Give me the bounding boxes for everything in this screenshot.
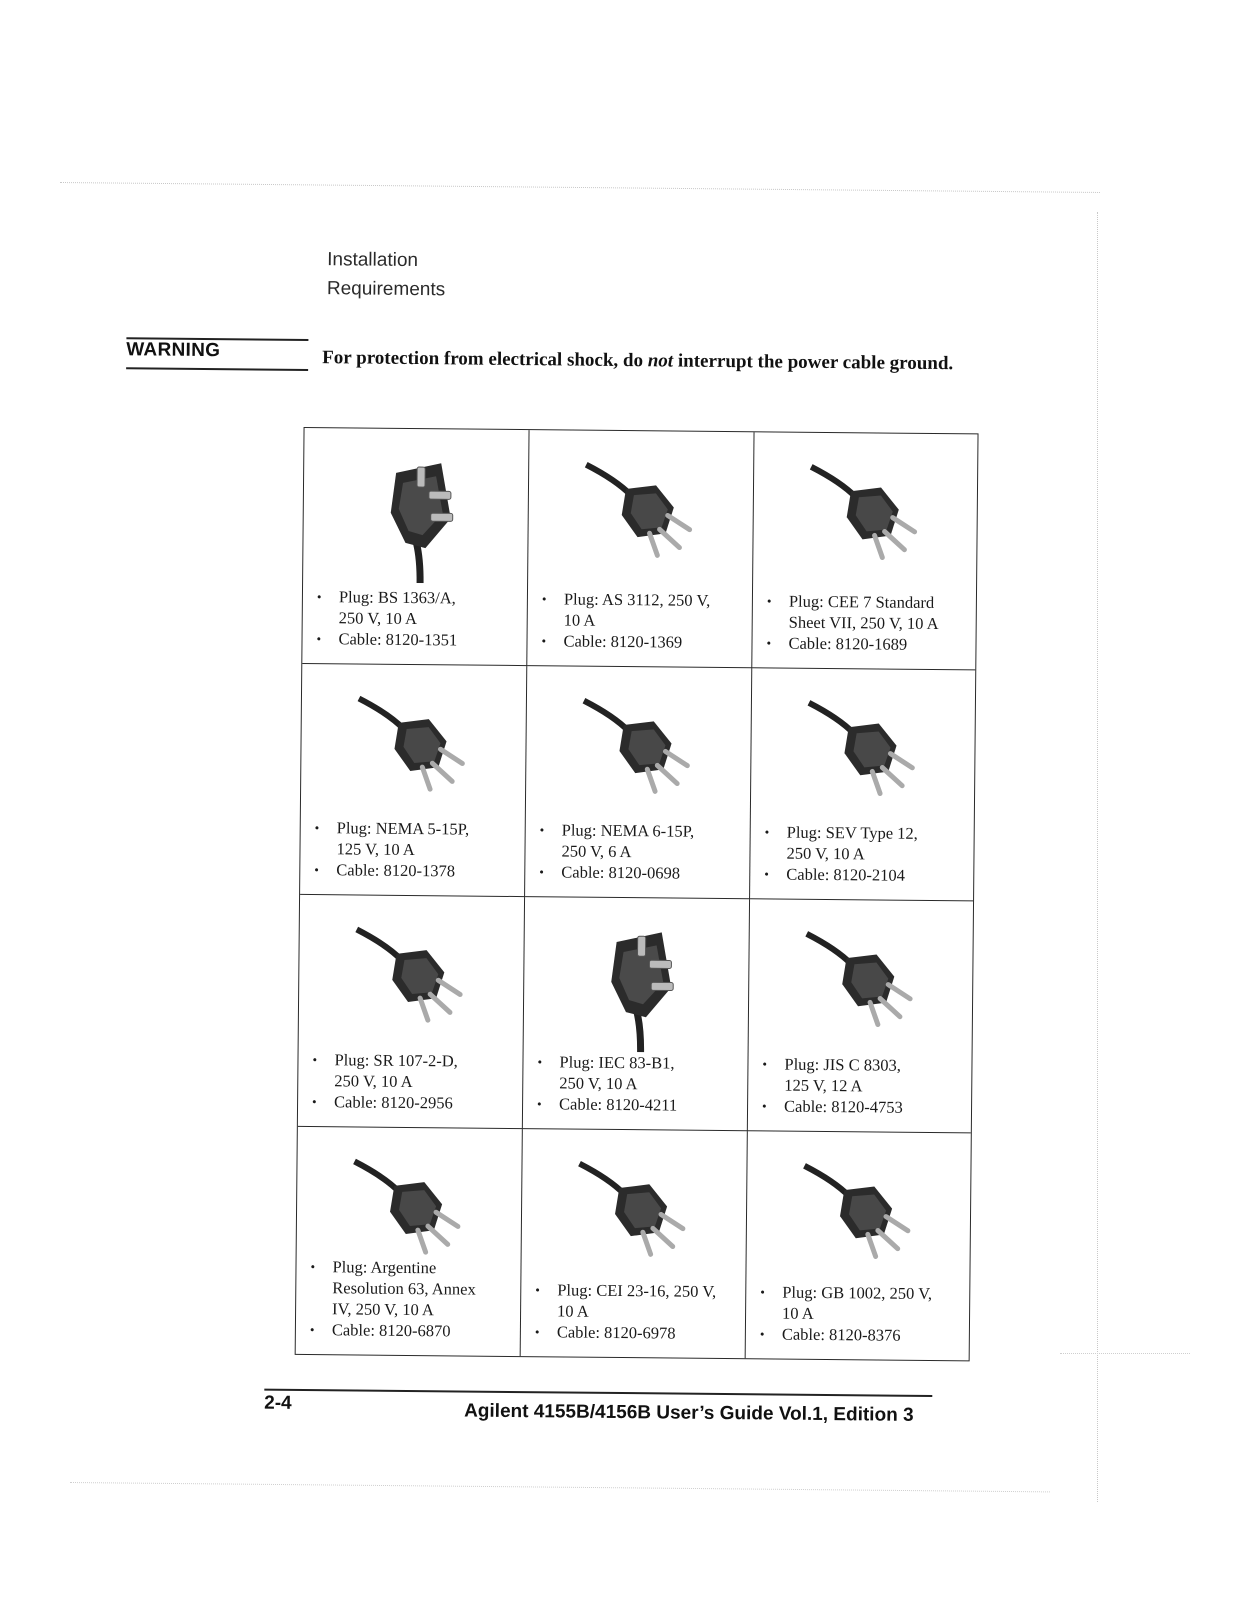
warning-label: WARNING: [126, 339, 221, 362]
cable-part-number: [535, 630, 743, 653]
cable-part-text: Cable: 8120-6870: [331, 1320, 451, 1341]
plug-caption: [308, 817, 517, 882]
plug-spec: [531, 1051, 739, 1074]
plug-spec-line: Plug: CEE 7 Standard: [788, 591, 935, 613]
cable-part-text: Cable: 8120-1369: [563, 631, 683, 652]
plug-spec-cont: IV, 250 V, 10 A: [332, 1299, 434, 1320]
plug-spec-line: Plug: BS 1363/A,: [338, 587, 456, 608]
plug-cell: [523, 897, 750, 1131]
plug-spec: [534, 819, 742, 842]
plug-spec-line: Plug: GB 1002, 250 V,: [782, 1282, 933, 1304]
cable-part-number: [531, 1093, 739, 1116]
plug-caption: [306, 1049, 515, 1114]
warning-rule-bottom: [126, 367, 308, 371]
warning-emphasis: not: [647, 350, 674, 372]
plug-spec-cont: 125 V, 10 A: [336, 839, 415, 860]
plug-spec-cont: 250 V, 10 A: [786, 843, 865, 864]
cable-part-number: [754, 1323, 961, 1346]
plug-cell: [527, 430, 754, 668]
cable-part-text: Cable: 8120-0698: [561, 862, 681, 883]
plug-spec: [756, 1053, 963, 1076]
plug-spec-cont: 250 V, 6 A: [561, 841, 632, 862]
plug-spec-cont: 250 V, 10 A: [334, 1071, 413, 1092]
plug-spec-line: Plug: NEMA 6-15P,: [561, 820, 695, 841]
plug-caption: [756, 1053, 964, 1118]
warning-text-part: interrupt the power cable ground.: [673, 350, 954, 375]
plug-caption: [533, 819, 742, 884]
cable-part-text: Cable: 8120-1351: [338, 629, 458, 650]
cable-part-text: Cable: 8120-2104: [786, 864, 906, 885]
guide-title: Agilent 4155B/4156B User’s Guide Vol.1, Edition 3: [464, 1400, 914, 1426]
cable-part-text: Cable: 8120-2956: [333, 1092, 453, 1113]
plug-spec-cont: Resolution 63, Annex: [332, 1278, 476, 1299]
plug-cell: [296, 1127, 523, 1356]
cable-part-text: Cable: 8120-1689: [788, 633, 908, 654]
plug-spec-cont: 10 A: [563, 610, 596, 630]
plug-spec-cont: Sheet VII, 250 V, 10 A: [788, 612, 939, 634]
plug-cell: [302, 428, 529, 666]
cable-part-number: [306, 1091, 514, 1114]
plug-spec-cont: 250 V, 10 A: [559, 1073, 638, 1094]
running-header: [327, 245, 446, 304]
plug-spec: [309, 817, 517, 840]
plug-cell: [752, 432, 977, 670]
footer-rule: [264, 1389, 932, 1397]
cable-part-text: Cable: 8120-1378: [336, 860, 456, 881]
plug-spec: [304, 1256, 512, 1279]
plug-cell: [525, 666, 752, 899]
cable-part-text: Cable: 8120-4211: [558, 1094, 678, 1115]
power-plug-table: [295, 427, 979, 1361]
plug-spec-cont: 250 V, 10 A: [338, 608, 418, 629]
plug-cell: [748, 899, 973, 1133]
plug-spec-line: Plug: NEMA 5-15P,: [336, 818, 470, 839]
cable-part-number: [760, 632, 967, 655]
plug-spec-cont: 125 V, 12 A: [784, 1075, 863, 1096]
plug-cell: [298, 895, 525, 1129]
plug-spec: [761, 590, 968, 613]
plug-caption: [304, 1256, 513, 1342]
cable-part-text: Cable: 8120-6978: [556, 1322, 676, 1343]
plug-caption: [310, 586, 519, 651]
plug-spec: [529, 1279, 737, 1302]
plug-spec: [754, 1281, 961, 1304]
plug-spec-line: Plug: CEI 23-16, 250 V,: [557, 1280, 717, 1301]
plug-cell: [746, 1131, 971, 1360]
plug-cell: [521, 1129, 748, 1358]
plug-spec-line: Plug: JIS C 8303,: [784, 1054, 902, 1075]
plug-spec-line: Plug: AS 3112, 250 V,: [563, 589, 711, 610]
cable-part-number: [758, 863, 965, 886]
plug-spec: [311, 586, 519, 609]
cable-part-number: [529, 1321, 737, 1344]
plug-caption: [754, 1281, 962, 1346]
cable-part-text: Cable: 8120-4753: [783, 1096, 903, 1117]
cable-part-number: [308, 859, 516, 882]
cable-part-number: [533, 861, 741, 884]
cable-part-number: [310, 628, 518, 651]
plug-spec-line: Plug: Argentine: [332, 1257, 437, 1278]
warning-text-part: For protection from electrical shock, do: [322, 347, 648, 372]
plug-spec: [306, 1049, 514, 1072]
header-line-2: Requirements: [326, 278, 446, 301]
plug-spec: [759, 821, 966, 844]
plug-caption: [760, 590, 968, 655]
cable-part-number: [304, 1319, 512, 1342]
plug-cell: [300, 664, 527, 897]
plug-spec-line: Plug: SR 107-2-D,: [334, 1050, 458, 1071]
plug-cell: [750, 668, 975, 901]
cable-part-text: Cable: 8120-8376: [781, 1324, 901, 1345]
plug-caption: [531, 1051, 740, 1116]
plug-caption: [529, 1279, 738, 1344]
cable-part-number: [756, 1095, 963, 1118]
plug-spec-cont: 10 A: [557, 1301, 589, 1321]
plug-caption: [535, 588, 744, 653]
plug-spec-line: Plug: SEV Type 12,: [786, 822, 918, 843]
plug-spec-cont: 10 A: [781, 1303, 814, 1323]
warning-text: [322, 347, 953, 375]
plug-spec-line: Plug: IEC 83-B1,: [559, 1052, 675, 1073]
page-number: 2-4: [264, 1392, 292, 1414]
plug-spec: [536, 588, 744, 611]
plug-caption: [758, 821, 966, 886]
header-line-1: Installation: [327, 249, 419, 272]
